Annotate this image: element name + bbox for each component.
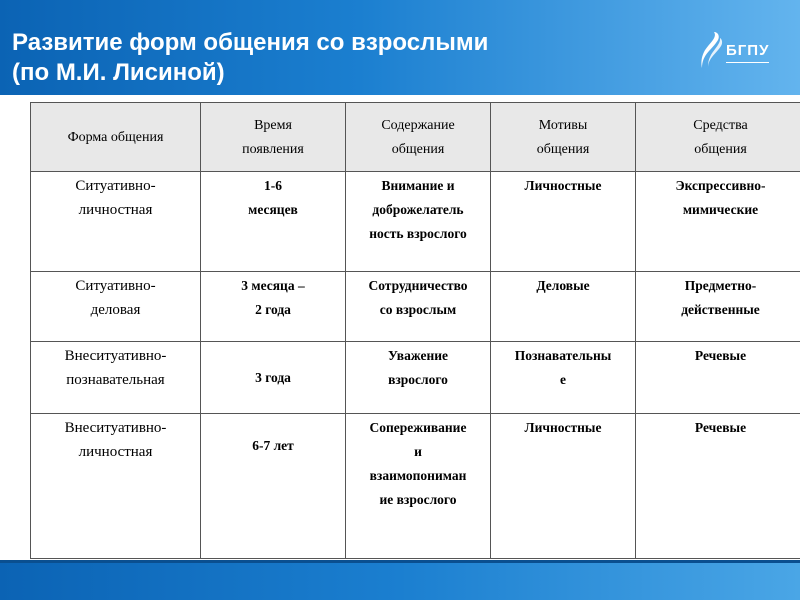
table-row bbox=[31, 342, 800, 414]
cell-content: Сотрудничество со взрослым bbox=[346, 272, 491, 342]
cell-time: 3 года bbox=[201, 342, 346, 414]
cell-motives: Личностные bbox=[491, 414, 636, 559]
page-title bbox=[12, 28, 488, 88]
cell-means: Предметно- действенные bbox=[636, 272, 800, 342]
table-header-row bbox=[31, 103, 800, 172]
title-line-1: Развитие форм общения со взрослыми bbox=[12, 29, 489, 56]
cell-content: Сопереживание и взаимопониман ие взрослого bbox=[346, 414, 491, 559]
cell-motives: Деловые bbox=[491, 272, 636, 342]
communication-forms-table bbox=[30, 102, 800, 559]
cell-time: 1-6 месяцев bbox=[201, 172, 346, 272]
cell-means: Речевые bbox=[636, 342, 800, 414]
cell-motives: Личностные bbox=[491, 172, 636, 272]
table-row bbox=[31, 272, 800, 342]
logo-text: БГПУ bbox=[726, 41, 770, 59]
cell-form: Ситуативно- личностная bbox=[31, 172, 201, 272]
table-row bbox=[31, 172, 800, 272]
cell-means: Экспрессивно- мимические bbox=[636, 172, 800, 272]
cell-content: Уважение взрослого bbox=[346, 342, 491, 414]
cell-form: Ситуативно- деловая bbox=[31, 272, 201, 342]
cell-content: Внимание и доброжелатель ность взрослого bbox=[346, 172, 491, 272]
header-time: Время появления bbox=[201, 103, 346, 172]
title-line-2: (по М.И. Лисиной) bbox=[12, 59, 225, 86]
cell-time: 3 месяца – 2 года bbox=[201, 272, 346, 342]
university-logo bbox=[698, 24, 788, 76]
footer-bar bbox=[0, 560, 800, 600]
cell-form: Внеситуативно- личностная bbox=[31, 414, 201, 559]
header-motives: Мотивы общения bbox=[491, 103, 636, 172]
header-content: Содержание общения bbox=[346, 103, 491, 172]
table-row bbox=[31, 414, 800, 559]
cell-form: Внеситуативно- познавательная bbox=[31, 342, 201, 414]
cell-time: 6-7 лет bbox=[201, 414, 346, 559]
cell-motives: Познавательны е bbox=[491, 342, 636, 414]
header-banner bbox=[0, 0, 800, 95]
cell-means: Речевые bbox=[636, 414, 800, 559]
book-flame-icon bbox=[698, 30, 724, 70]
header-form: Форма общения bbox=[31, 103, 201, 172]
header-means: Средства общения bbox=[636, 103, 800, 172]
footer-divider bbox=[0, 560, 800, 563]
